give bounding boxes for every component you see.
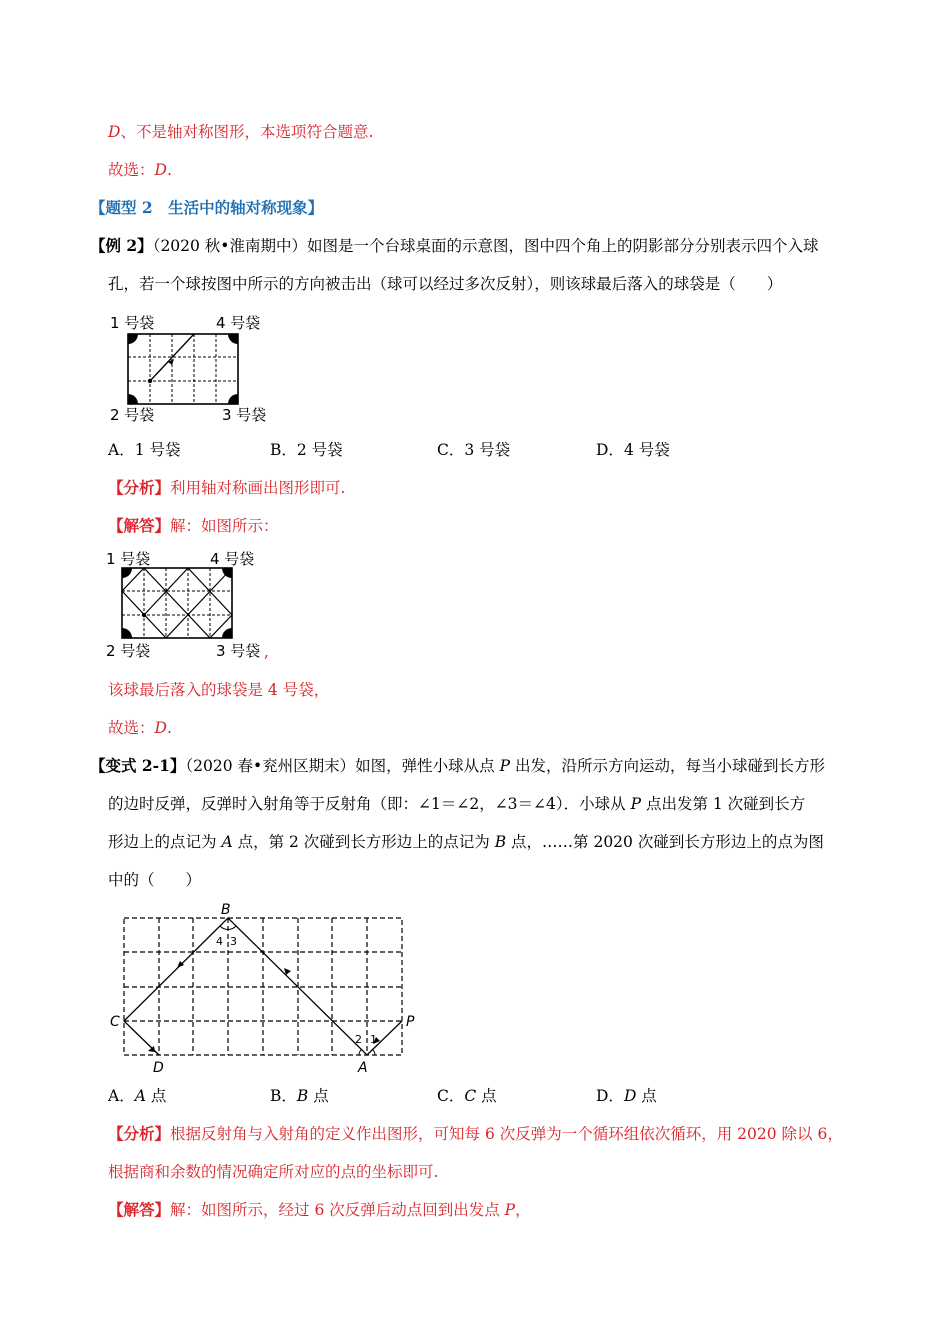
example-2-stem-line2: 孔，若一个球按图中所示的方向被击出（球可以经过多次反射），则该球最后落入的球袋是（ ）	[108, 275, 783, 293]
ex2-solution: 【解答】解：如图所示：	[108, 516, 279, 535]
pocket-1-shade	[122, 568, 132, 578]
point-c-label: C	[110, 1014, 120, 1030]
reflection-path	[122, 568, 232, 638]
var-option-b: B．B 点	[270, 1087, 329, 1105]
var-solution: 【解答】解：如图所示，经过 6 次反弹后动点回到出发点 P，	[108, 1200, 531, 1219]
ex2-option-a: A．1 号袋	[108, 441, 181, 459]
ex2-option-c: C．3 号袋	[437, 441, 511, 459]
ball	[148, 379, 152, 383]
variant-2-1-line1: 【变式 2-1】（2020 春•兖州区期末）如图，弹性小球从点 P 出发，沿所示方向运动，每当小球碰到长方形	[90, 756, 825, 775]
option-d-explanation: D、不是轴对称图形，本选项符合题意.	[108, 123, 374, 141]
point-p-label: P	[406, 1014, 415, 1030]
figure-comma: ,	[264, 643, 269, 661]
angle-2-arc	[359, 1049, 362, 1055]
pocket-3-shade	[222, 628, 232, 638]
ex2-option-b: B．2 号袋	[270, 441, 343, 459]
pocket-3-label: 3 号袋	[216, 642, 261, 660]
table-border	[128, 334, 238, 404]
table-grid	[128, 334, 238, 404]
answer-line: 故选：D.	[108, 161, 172, 179]
pocket-1-shade	[128, 334, 138, 344]
angle-3-label: 3	[230, 935, 237, 948]
pocket-2-label: 2 号袋	[110, 406, 155, 424]
var-analysis-line1: 【分析】根据反射角与入射角的定义作出图形，可知每 6 次反弹为一个循环组依次循环，用 2020 除以 6，	[108, 1124, 843, 1143]
billiard-solution-figure	[104, 544, 274, 664]
var-analysis-line2: 根据商和余数的情况确定所对应的点的坐标即可.	[108, 1163, 439, 1181]
billiard-table-figure	[108, 308, 278, 426]
ex2-answer: 故选：D.	[108, 719, 172, 737]
pocket-4-shade	[228, 334, 238, 344]
pocket-4-label: 4 号袋	[210, 550, 255, 568]
point-d-label: D	[153, 1060, 164, 1076]
pocket-1-label: 1 号袋	[110, 314, 155, 332]
angle-4-label: 4	[216, 935, 223, 948]
angle-1-label: 1	[370, 1033, 377, 1046]
var-option-c: C．C 点	[437, 1087, 497, 1105]
pocket-1-label: 1 号袋	[106, 550, 151, 568]
variant-2-1-line3: 形边上的点记为 A 点，第 2 次碰到长方形边上的点记为 B 点，……第 2020 次碰到长方形边上的点为图	[108, 833, 824, 851]
bounce-figure	[108, 900, 428, 1080]
point-b-label: B	[221, 902, 231, 918]
var-option-a: A．A 点	[108, 1087, 167, 1105]
example-2-stem-line1: 【例 2】（2020 秋•淮南期中）如图是一个台球桌面的示意图，图中四个角上的阴影部分分别表示四个入球	[90, 236, 819, 255]
ex2-option-d: D．4 号袋	[596, 441, 670, 459]
section-heading: 【题型 2 生活中的轴对称现象】	[90, 198, 324, 217]
variant-2-1-line2: 的边时反弹，反弹时入射角等于反射角（即：∠1＝∠2，∠3＝∠4）．小球从 P 点出发第 1 次碰到长方	[108, 795, 806, 813]
ex2-conclusion: 该球最后落入的球袋是 4 号袋，	[108, 681, 330, 699]
angle-2-label: 2	[355, 1033, 362, 1046]
pocket-3-label: 3 号袋	[222, 406, 267, 424]
pocket-2-shade	[128, 394, 138, 404]
pocket-2-label: 2 号袋	[106, 642, 151, 660]
point-a-label: A	[358, 1060, 368, 1076]
variant-2-1-line4: 中的（ ）	[108, 871, 202, 889]
angle-1-arc	[372, 1049, 375, 1055]
ball	[142, 613, 146, 617]
ex2-analysis: 【分析】利用轴对称画出图形即可.	[108, 478, 346, 497]
pocket-2-shade	[122, 628, 132, 638]
pocket-4-label: 4 号袋	[216, 314, 261, 332]
var-option-d: D．D 点	[596, 1087, 657, 1105]
pocket-3-shade	[228, 394, 238, 404]
